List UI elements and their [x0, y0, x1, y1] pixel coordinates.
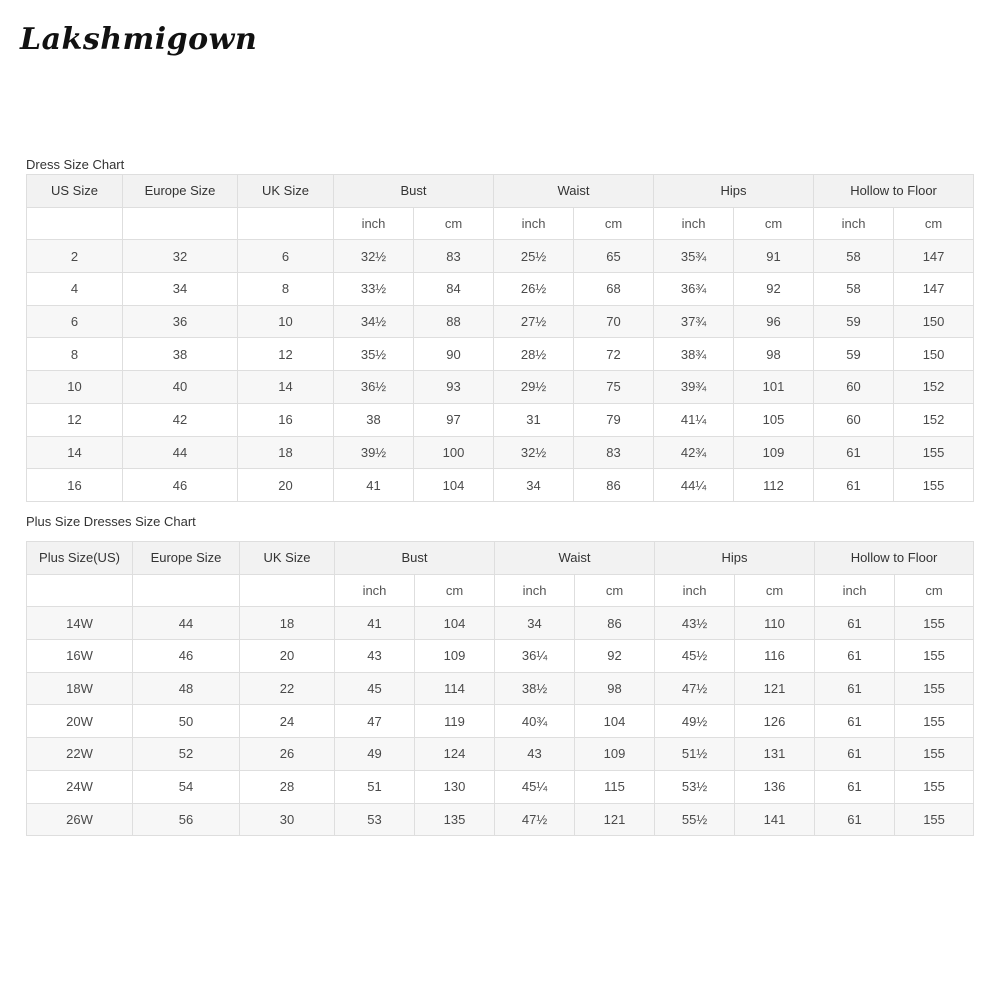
column-header: Waist — [495, 542, 655, 575]
table-cell: 75 — [574, 371, 654, 404]
table-cell: 6 — [27, 305, 123, 338]
table-cell: 58 — [814, 240, 894, 273]
table-row — [27, 371, 974, 404]
column-header: Hollow to Floor — [814, 175, 974, 208]
table-cell: 112 — [734, 469, 814, 502]
table-cell: 42¾ — [654, 436, 734, 469]
table-cell: 28 — [240, 770, 335, 803]
table-cell: 22 — [240, 672, 335, 705]
table-cell: 110 — [735, 607, 815, 640]
table-cell: 147 — [894, 240, 974, 273]
table-row — [27, 770, 974, 803]
table-cell: 98 — [575, 672, 655, 705]
table-cell: 20 — [238, 469, 334, 502]
table-row — [27, 338, 974, 371]
table-cell: 60 — [814, 403, 894, 436]
table-cell: 18 — [238, 436, 334, 469]
table-cell: 51½ — [655, 738, 735, 771]
table-cell: 26 — [240, 738, 335, 771]
unit-row — [27, 574, 974, 607]
table-cell: 50 — [133, 705, 240, 738]
table-cell: 36 — [123, 305, 238, 338]
column-header: Waist — [494, 175, 654, 208]
table-cell: 91 — [734, 240, 814, 273]
table-cell: 121 — [575, 803, 655, 836]
table-cell: 83 — [414, 240, 494, 273]
dress-size-table — [26, 174, 974, 502]
empty-cell — [27, 574, 133, 607]
table-cell: 45½ — [655, 640, 735, 673]
table-cell: 61 — [815, 640, 895, 673]
table-cell: 2 — [27, 240, 123, 273]
table-cell: 49½ — [655, 705, 735, 738]
table-cell: 150 — [894, 305, 974, 338]
column-header: Europe Size — [133, 542, 240, 575]
table-row — [27, 469, 974, 502]
table-row — [27, 803, 974, 836]
table-cell: 72 — [574, 338, 654, 371]
table-cell: 52 — [133, 738, 240, 771]
table-cell: 34½ — [334, 305, 414, 338]
table-cell: 79 — [574, 403, 654, 436]
table-cell: 32½ — [494, 436, 574, 469]
table-row — [27, 705, 974, 738]
table-cell: 61 — [815, 738, 895, 771]
table-cell: 61 — [815, 672, 895, 705]
table-cell: 38 — [334, 403, 414, 436]
table-cell: 88 — [414, 305, 494, 338]
table-cell: 61 — [814, 436, 894, 469]
table-cell: 39½ — [334, 436, 414, 469]
table-cell: 33½ — [334, 273, 414, 306]
column-header: Plus Size(US) — [27, 542, 133, 575]
table-cell: 61 — [814, 469, 894, 502]
table-cell: 36¾ — [654, 273, 734, 306]
table-cell: 31 — [494, 403, 574, 436]
empty-cell — [123, 207, 238, 240]
column-header: Hips — [655, 542, 815, 575]
table-cell: 92 — [734, 273, 814, 306]
table-cell: 26W — [27, 803, 133, 836]
unit-label: cm — [414, 207, 494, 240]
table-cell: 105 — [734, 403, 814, 436]
table-row — [27, 640, 974, 673]
plus-size-table — [26, 541, 974, 836]
unit-label: inch — [654, 207, 734, 240]
table-cell: 61 — [815, 770, 895, 803]
table-cell: 46 — [123, 469, 238, 502]
column-header: UK Size — [238, 175, 334, 208]
table-cell: 83 — [574, 436, 654, 469]
table-row — [27, 305, 974, 338]
table-cell: 155 — [895, 640, 974, 673]
column-header: Europe Size — [123, 175, 238, 208]
table-cell: 37¾ — [654, 305, 734, 338]
table-cell: 20W — [27, 705, 133, 738]
table-cell: 34 — [495, 607, 575, 640]
table-cell: 84 — [414, 273, 494, 306]
table-cell: 59 — [814, 305, 894, 338]
table-cell: 45 — [335, 672, 415, 705]
column-header: UK Size — [240, 542, 335, 575]
table-cell: 155 — [895, 672, 974, 705]
table-cell: 35½ — [334, 338, 414, 371]
table-cell: 55½ — [655, 803, 735, 836]
table-cell: 14 — [27, 436, 123, 469]
table-cell: 46 — [133, 640, 240, 673]
table-cell: 141 — [735, 803, 815, 836]
table-cell: 22W — [27, 738, 133, 771]
table-cell: 100 — [414, 436, 494, 469]
table-cell: 35¾ — [654, 240, 734, 273]
table-cell: 18 — [240, 607, 335, 640]
table-cell: 44¼ — [654, 469, 734, 502]
table-cell: 61 — [815, 803, 895, 836]
table-cell: 41¼ — [654, 403, 734, 436]
table-cell: 131 — [735, 738, 815, 771]
column-header: Hollow to Floor — [815, 542, 974, 575]
table-cell: 93 — [414, 371, 494, 404]
table-cell: 47 — [335, 705, 415, 738]
table-cell: 152 — [894, 371, 974, 404]
table-row — [27, 672, 974, 705]
table-cell: 126 — [735, 705, 815, 738]
unit-label: cm — [895, 574, 974, 607]
table-cell: 32½ — [334, 240, 414, 273]
table-cell: 61 — [815, 705, 895, 738]
table-cell: 20 — [240, 640, 335, 673]
table-cell: 10 — [27, 371, 123, 404]
empty-cell — [133, 574, 240, 607]
table-cell: 155 — [894, 436, 974, 469]
table-cell: 28½ — [494, 338, 574, 371]
table-cell: 40¾ — [495, 705, 575, 738]
table-cell: 42 — [123, 403, 238, 436]
table-cell: 155 — [894, 469, 974, 502]
table-cell: 54 — [133, 770, 240, 803]
table-cell: 104 — [414, 469, 494, 502]
table-cell: 135 — [415, 803, 495, 836]
table-cell: 109 — [734, 436, 814, 469]
table-cell: 104 — [575, 705, 655, 738]
table-cell: 43½ — [655, 607, 735, 640]
table-cell: 47½ — [495, 803, 575, 836]
table-cell: 25½ — [494, 240, 574, 273]
table-cell: 39¾ — [654, 371, 734, 404]
table-cell: 98 — [734, 338, 814, 371]
table-cell: 43 — [335, 640, 415, 673]
table-row — [27, 436, 974, 469]
table-cell: 47½ — [655, 672, 735, 705]
table-cell: 45¼ — [495, 770, 575, 803]
table-cell: 155 — [895, 607, 974, 640]
table-cell: 14W — [27, 607, 133, 640]
table-cell: 49 — [335, 738, 415, 771]
table-cell: 86 — [574, 469, 654, 502]
table-cell: 51 — [335, 770, 415, 803]
table-cell: 41 — [335, 607, 415, 640]
table-row — [27, 607, 974, 640]
unit-label: inch — [495, 574, 575, 607]
table-cell: 104 — [415, 607, 495, 640]
column-header: US Size — [27, 175, 123, 208]
table-cell: 14 — [238, 371, 334, 404]
table-cell: 124 — [415, 738, 495, 771]
table-cell: 116 — [735, 640, 815, 673]
plus-chart-title: Plus Size Dresses Size Chart — [26, 514, 196, 529]
table-cell: 109 — [415, 640, 495, 673]
table-cell: 58 — [814, 273, 894, 306]
table-cell: 36¼ — [495, 640, 575, 673]
unit-label: cm — [415, 574, 495, 607]
table-cell: 36½ — [334, 371, 414, 404]
table-cell: 38¾ — [654, 338, 734, 371]
table-cell: 152 — [894, 403, 974, 436]
table-cell: 155 — [895, 738, 974, 771]
table-cell: 90 — [414, 338, 494, 371]
table-cell: 41 — [334, 469, 414, 502]
unit-row — [27, 207, 974, 240]
empty-cell — [238, 207, 334, 240]
table-cell: 115 — [575, 770, 655, 803]
unit-label: inch — [494, 207, 574, 240]
table-cell: 24 — [240, 705, 335, 738]
table-cell: 38½ — [495, 672, 575, 705]
table-cell: 27½ — [494, 305, 574, 338]
table-cell: 44 — [133, 607, 240, 640]
unit-label: cm — [734, 207, 814, 240]
table-cell: 155 — [895, 770, 974, 803]
table-cell: 59 — [814, 338, 894, 371]
table-cell: 4 — [27, 273, 123, 306]
unit-label: inch — [655, 574, 735, 607]
table-cell: 29½ — [494, 371, 574, 404]
table-cell: 61 — [815, 607, 895, 640]
table-cell: 101 — [734, 371, 814, 404]
table-cell: 155 — [895, 803, 974, 836]
unit-label: cm — [894, 207, 974, 240]
table-cell: 38 — [123, 338, 238, 371]
table-cell: 147 — [894, 273, 974, 306]
table-row — [27, 273, 974, 306]
table-cell: 48 — [133, 672, 240, 705]
table-cell: 155 — [895, 705, 974, 738]
table-cell: 32 — [123, 240, 238, 273]
table-cell: 53½ — [655, 770, 735, 803]
table-cell: 8 — [27, 338, 123, 371]
dress-chart-title: Dress Size Chart — [26, 157, 125, 172]
table-cell: 150 — [894, 338, 974, 371]
table-cell: 16 — [238, 403, 334, 436]
unit-label: inch — [814, 207, 894, 240]
unit-label: cm — [575, 574, 655, 607]
table-cell: 6 — [238, 240, 334, 273]
table-cell: 70 — [574, 305, 654, 338]
table-cell: 16W — [27, 640, 133, 673]
table-cell: 34 — [123, 273, 238, 306]
table-row — [27, 240, 974, 273]
empty-cell — [240, 574, 335, 607]
unit-label: cm — [735, 574, 815, 607]
column-header: Bust — [335, 542, 495, 575]
table-cell: 121 — [735, 672, 815, 705]
table-cell: 26½ — [494, 273, 574, 306]
table-cell: 16 — [27, 469, 123, 502]
header-row — [27, 542, 974, 575]
table-row — [27, 738, 974, 771]
table-cell: 86 — [575, 607, 655, 640]
table-cell: 18W — [27, 672, 133, 705]
table-cell: 109 — [575, 738, 655, 771]
unit-label: inch — [815, 574, 895, 607]
unit-label: cm — [574, 207, 654, 240]
table-cell: 97 — [414, 403, 494, 436]
table-cell: 60 — [814, 371, 894, 404]
table-cell: 114 — [415, 672, 495, 705]
table-cell: 8 — [238, 273, 334, 306]
brand-logo: Lakshmigown — [20, 22, 258, 57]
table-cell: 12 — [27, 403, 123, 436]
table-cell: 130 — [415, 770, 495, 803]
table-cell: 53 — [335, 803, 415, 836]
table-row — [27, 403, 974, 436]
table-cell: 24W — [27, 770, 133, 803]
table-cell: 10 — [238, 305, 334, 338]
table-cell: 68 — [574, 273, 654, 306]
table-cell: 136 — [735, 770, 815, 803]
unit-label: inch — [335, 574, 415, 607]
table-cell: 44 — [123, 436, 238, 469]
table-cell: 34 — [494, 469, 574, 502]
table-cell: 65 — [574, 240, 654, 273]
unit-label: inch — [334, 207, 414, 240]
column-header: Hips — [654, 175, 814, 208]
table-cell: 40 — [123, 371, 238, 404]
table-cell: 12 — [238, 338, 334, 371]
column-header: Bust — [334, 175, 494, 208]
empty-cell — [27, 207, 123, 240]
table-cell: 96 — [734, 305, 814, 338]
table-cell: 92 — [575, 640, 655, 673]
table-cell: 119 — [415, 705, 495, 738]
header-row — [27, 175, 974, 208]
table-cell: 43 — [495, 738, 575, 771]
table-cell: 30 — [240, 803, 335, 836]
table-cell: 56 — [133, 803, 240, 836]
